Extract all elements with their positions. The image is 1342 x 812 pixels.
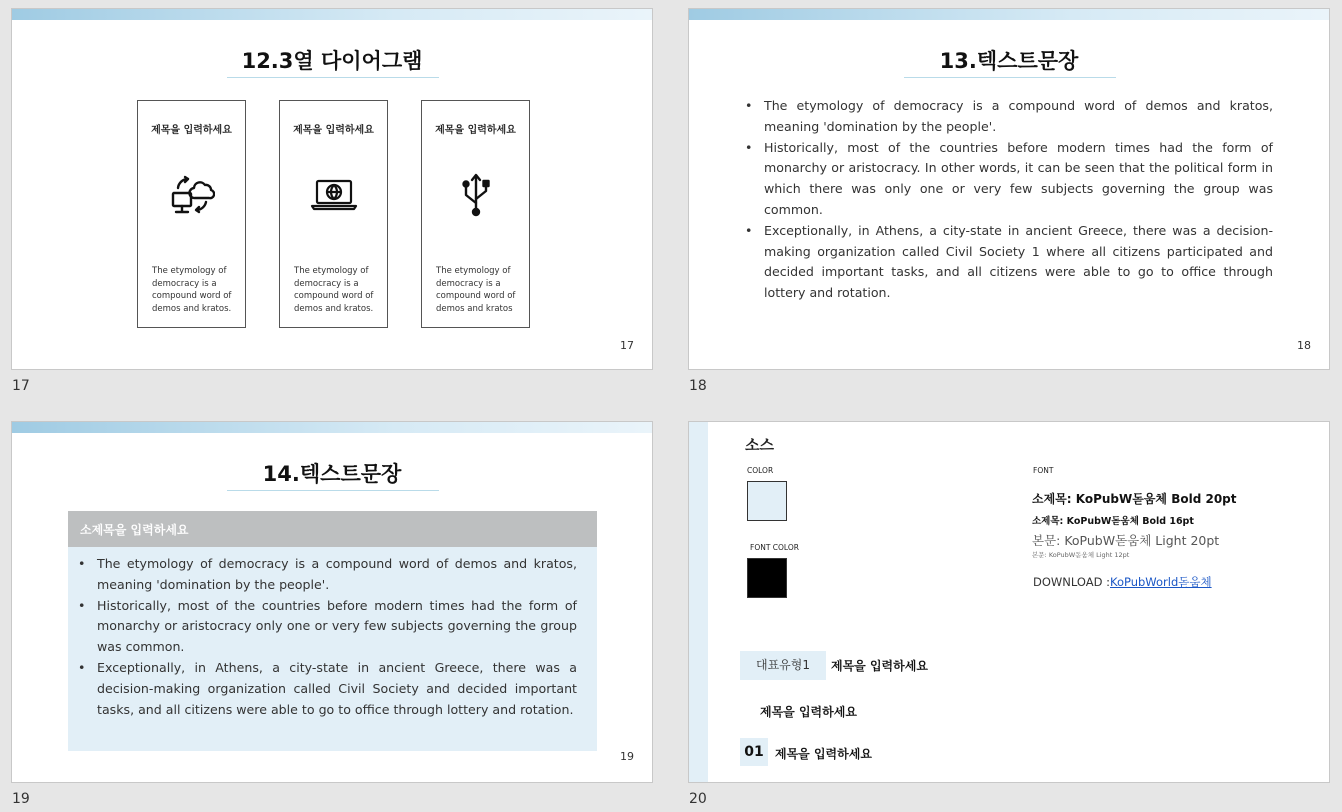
number-title: 제목을 입력하세요 (775, 747, 872, 761)
diagram-card (421, 100, 530, 328)
page-number: 19 (620, 750, 634, 763)
content-box (68, 511, 597, 751)
bullet-list (78, 554, 577, 720)
number-badge (740, 738, 768, 766)
slide-thumbnail-18[interactable] (688, 8, 1330, 370)
bullet-item: • The etymology of democracy is a compound word of demos and kratos, meaning 'domination by the people'. (745, 96, 1273, 138)
font-spec-light-20: 본문: KoPubW돋움체 Light 20pt (1032, 533, 1220, 548)
type-badge-label: 대표유형1 (755, 658, 810, 672)
diagram-card (279, 100, 388, 328)
title-underline (227, 490, 439, 491)
slide-thumbnail-19[interactable] (11, 421, 653, 783)
title-underline (904, 77, 1116, 78)
card-body: The etymology of democracy is a compound word of demos and kratos (436, 266, 516, 314)
font-spec-light-12: 본문: KoPubW돋움체 Light 12pt (1032, 551, 1130, 559)
slide-top-bar (12, 422, 652, 433)
usb-icon (422, 171, 529, 223)
slide-top-bar (689, 9, 1329, 20)
bullet-list (745, 96, 1273, 304)
slide-thumbnail-20[interactable] (688, 421, 1330, 783)
slide-thumb-number: 19 (12, 791, 30, 807)
box-header-label: 소제목을 입력하세요 (80, 523, 189, 537)
plain-title: 제목을 입력하세요 (760, 705, 857, 719)
font-spec-bold-20: 소제목: KoPubW돋움체 Bold 20pt (1032, 492, 1237, 506)
number-badge-label: 01 (744, 744, 764, 760)
box-header (68, 511, 597, 547)
cloud-sync-computer-icon (138, 171, 245, 221)
title-underline (227, 77, 439, 78)
card-title: 제목을 입력하세요 (435, 125, 516, 136)
card-body: The etymology of democracy is a compound word of demos and kratos. (152, 266, 232, 314)
font-color-swatch (747, 558, 787, 598)
page-number: 18 (1297, 339, 1311, 352)
slide-title: 14.텍스트문장 (262, 462, 402, 486)
color-label: COLOR (747, 466, 774, 475)
type-badge (740, 651, 826, 680)
type-title: 제목을 입력하세요 (831, 659, 928, 673)
page-number: 17 (620, 339, 634, 352)
slide-thumb-number: 17 (12, 378, 30, 394)
slide-top-bar (12, 9, 652, 20)
download-link[interactable]: KoPubWorld돋움체 (1109, 575, 1212, 589)
bullet-item: • Exceptionally, in Athens, a city-state in ancient Greece, there was a decision-making organization called Civil Society and decided important tasks, and all citizens were able to go to office through lottery and rotation. (78, 658, 577, 720)
font-color-label: FONT COLOR (750, 543, 799, 552)
card-title: 제목을 입력하세요 (293, 125, 374, 136)
source-heading: 소스 (745, 436, 774, 454)
font-spec-bold-16: 소제목: KoPubW돋움체 Bold 16pt (1032, 516, 1194, 527)
card-title: 제목을 입력하세요 (151, 125, 232, 136)
download-prefix: DOWNLOAD : (1033, 575, 1110, 589)
color-swatch (747, 481, 787, 521)
bullet-item: • The etymology of democracy is a compound word of demos and kratos, meaning 'domination by the people'. (78, 554, 577, 596)
bullet-item: • Historically, most of the countries before modern times had the form of monarchy or aristocracy. In other words, it can be seen that the political form in which there was only one or very few subjects governing the group was common. (745, 138, 1273, 221)
slide-thumb-number: 18 (689, 378, 707, 394)
slide-thumbnail-17[interactable] (11, 8, 653, 370)
download-line (1033, 574, 1212, 590)
bullet-item: • Exceptionally, in Athens, a city-state in ancient Greece, there was a decision-making organization called Civil Society 1 where all citizens participated and decided important tasks, and all citizens were able to go to office through lottery and rotation. (745, 221, 1273, 304)
font-label: FONT (1033, 466, 1054, 475)
card-body: The etymology of democracy is a compound word of demos and kratos. (294, 266, 374, 314)
laptop-globe-icon (280, 171, 387, 221)
slide-title: 12.3열 다이어그램 (241, 49, 423, 73)
slide-thumb-number: 20 (689, 791, 707, 807)
bullet-item: • Historically, most of the countries before modern times had the form of monarchy or aristocracy only one or very few subjects governing the group was common. (78, 596, 577, 658)
slide-title: 13.텍스트문장 (939, 49, 1079, 73)
left-accent-bar (689, 422, 708, 782)
diagram-card (137, 100, 246, 328)
